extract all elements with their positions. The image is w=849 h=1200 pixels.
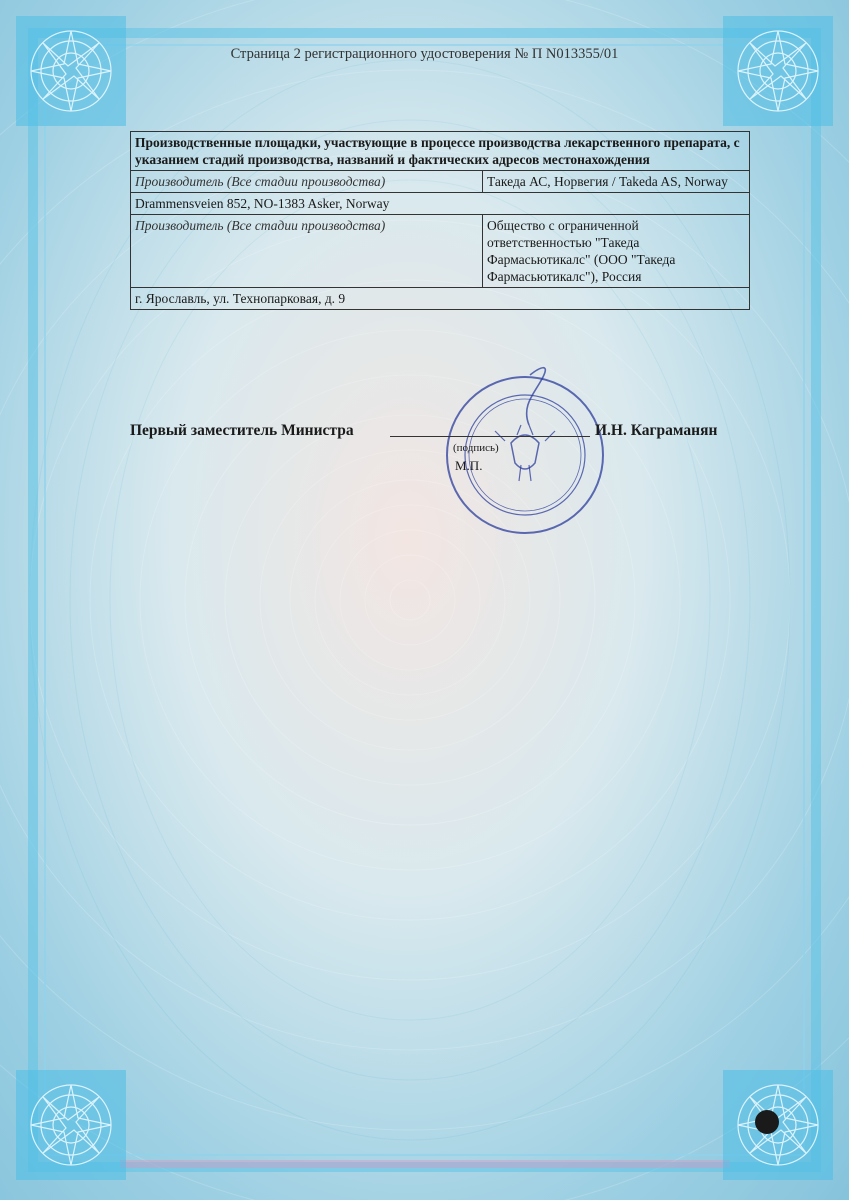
manufacturer-name: Общество с ограниченной ответственностью "Такеда Фармасьютикалс" (ООО "Такеда Фармасьютикалс"), Россия: [483, 215, 750, 288]
signature-block: [130, 420, 750, 480]
table-row: [131, 215, 750, 288]
manufacturer-address: г. Ярославль, ул. Технопарковая, д. 9: [131, 288, 750, 310]
production-sites-table: [130, 131, 750, 310]
table-heading: Производственные площадки, участвующие в процессе производства лекарственного препарата, с указанием стадий производства, названий и фактических адресов местонахождения: [131, 132, 750, 171]
manufacturer-role: Производитель (Все стадии производства): [131, 171, 483, 193]
signature-caption: (подпись): [453, 442, 499, 454]
corner-ornament-icon: [16, 16, 126, 126]
table-row: [131, 171, 750, 193]
manufacturer-address: Drammensveien 852, NO-1383 Asker, Norway: [131, 193, 750, 215]
table-row: [131, 288, 750, 310]
manufacturer-name: Такеда АС, Норвегия / Takeda AS, Norway: [483, 171, 750, 193]
signatory-title: Первый заместитель Министра: [130, 422, 354, 439]
seal-label: М.П.: [455, 458, 483, 473]
page-header: Страница 2 регистрационного удостоверения № П N013355/01: [230, 46, 619, 62]
corner-ornament-icon: [16, 1070, 126, 1180]
manufacturer-role: Производитель (Все стадии производства): [131, 215, 483, 288]
signatory-name: И.Н. Каграманян: [595, 422, 718, 439]
bottom-border-accent: [120, 1160, 730, 1168]
table-row: [131, 193, 750, 215]
corner-ornament-icon: [723, 16, 833, 126]
signature-line: [390, 436, 590, 437]
table-heading-row: [131, 132, 750, 171]
punch-hole: [755, 1110, 779, 1134]
